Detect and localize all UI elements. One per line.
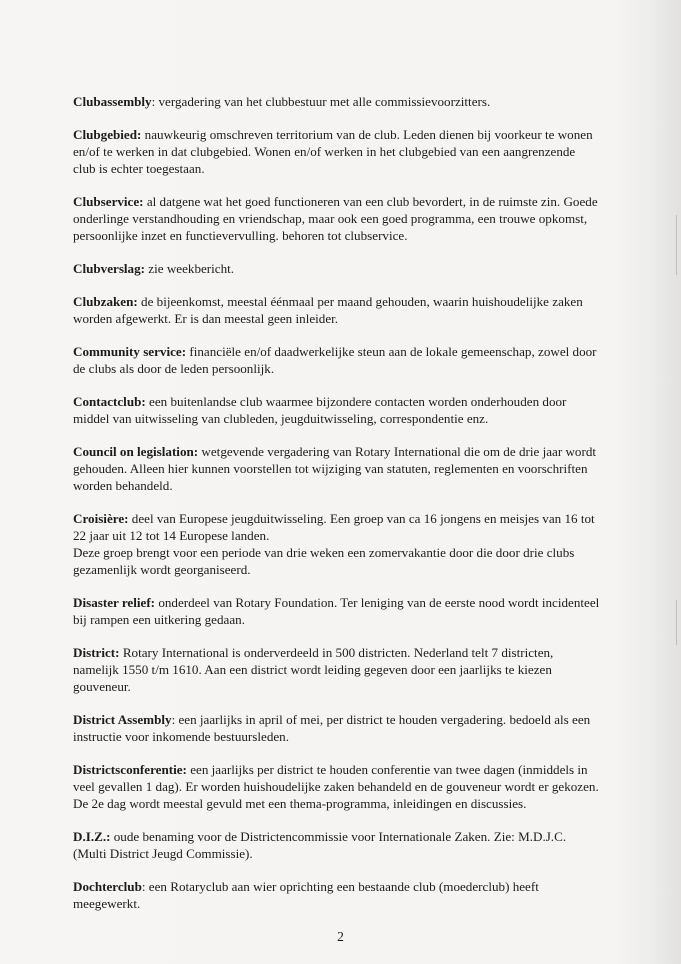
glossary-entry — [73, 828, 601, 862]
glossary-entry — [73, 343, 601, 377]
entry-term: Clubgebied: — [73, 127, 142, 142]
glossary-entry — [73, 293, 601, 327]
entry-term: Dochterclub — [73, 879, 142, 894]
entry-term: Clubverslag: — [73, 261, 146, 276]
glossary-entry — [73, 644, 601, 695]
entry-term: Council on legislation: — [73, 444, 199, 459]
glossary-entry — [73, 260, 601, 277]
entry-term: Croisière: — [73, 511, 129, 526]
entry-term: Clubservice: — [73, 194, 144, 209]
entry-term: Disaster relief: — [73, 595, 156, 610]
entry-definition: de bijeenkomst, meestal éénmaal per maand gehouden, waarin huishoudelijke zaken worden afgewerkt. Er is dan meestal geen inleider. — [73, 294, 583, 326]
entry-term: Community service: — [73, 344, 187, 359]
entry-definition: een buitenlandse club waarmee bijzondere contacten worden onderhouden door middel van uitwisseling van clubleden, jeugduitwisseling, correspondentie enz. — [73, 394, 567, 426]
entry-term: Clubassembly — [73, 94, 152, 109]
entry-term: District: — [73, 645, 120, 660]
entry-definition: nauwkeurig omschreven territorium van de club. Leden dienen bij voorkeur te wonen en/of te werken in dat clubgebied. Wonen en/of werken in het clubgebied van een aangrenzende club is echter toegestaan. — [73, 127, 593, 176]
entry-definition: : vergadering van het clubbestuur met alle commissievoorzitters. — [151, 94, 491, 109]
entry-term: District Assembly — [73, 712, 172, 727]
entry-definition: : een Rotaryclub aan wier oprichting een bestaande club (moederclub) heeft meegewerkt. — [73, 879, 539, 911]
glossary-entry — [73, 393, 601, 427]
glossary-entry — [73, 761, 601, 812]
entry-definition: onderdeel van Rotary Foundation. Ter leniging van de eerste nood wordt incidenteel bij rampen een uitkering gedaan. — [73, 595, 600, 627]
entry-definition: financiële en/of daadwerkelijke steun aan de lokale gemeenschap, zowel door de clubs als door de leden persoonlijk. — [73, 344, 597, 376]
glossary-entry — [73, 510, 601, 578]
glossary-entry — [73, 193, 601, 244]
entry-definition: : een jaarlijks in april of mei, per district te houden vergadering. bedoeld als een instructie voor inkomende bestuursleden. — [73, 712, 591, 744]
entry-definition: Rotary International is onderverdeeld in 500 districten. Nederland telt 7 districten, namelijk 1550 t/m 1610. Aan een district wordt leiding gegeven door een jaarlijks te kiezen gouveneur. — [73, 645, 554, 694]
scan-edge-mark — [676, 215, 677, 275]
glossary-entry — [73, 878, 601, 912]
page-number: 2 — [337, 929, 344, 944]
entry-definition: al datgene wat het goed functioneren van een club bevordert, in de ruimste zin. Goede onderlinge verstandhouding en vriendschap, maar ook een goed programma, een trouwe opkomst, persoonlijke inzet en functievervulling. behoren tot clubservice. — [73, 194, 598, 243]
entry-definition: oude benaming voor de Districtencommissie voor Internationale Zaken. Zie: M.D.J.C. (Multi District Jeugd Commissie). — [73, 829, 567, 861]
entry-definition: een jaarlijks per district te houden conferentie van twee dagen (inmiddels in veel gevallen 1 dag). Er worden huishoudelijke zaken behandeld en de gouveneur wordt er gekozen. De 2e dag wordt meestal gevuld met een thema-programma, inleidingen en discussies. — [73, 762, 599, 811]
entry-definition: deel van Europese jeugduitwisseling. Een groep van ca 16 jongens en meisjes van 16 tot 22 jaar uit 12 tot 14 Europese landen. — [73, 511, 595, 543]
entry-term: Contactclub: — [73, 394, 146, 409]
entry-definition: wetgevende vergadering van Rotary International die om de drie jaar wordt gehouden. Alleen hier kunnen voorstellen tot wijziging van statuten, reglementen en voorschriften worden behandeld. — [73, 444, 597, 493]
glossary-entry — [73, 711, 601, 745]
entry-term: Clubzaken: — [73, 294, 138, 309]
scan-edge-mark — [676, 600, 677, 645]
glossary-list — [73, 93, 601, 928]
glossary-entry — [73, 126, 601, 177]
glossary-entry — [73, 443, 601, 494]
entry-definition-continued: Deze groep brengt voor een periode van drie weken een zomervakantie door die door drie clubs gezamenlijk wordt georganiseerd. — [73, 545, 575, 577]
entry-term: D.I.Z.: — [73, 829, 111, 844]
entry-definition: zie weekbericht. — [145, 261, 235, 276]
glossary-entry — [73, 93, 601, 110]
entry-term: Districtsconferentie: — [73, 762, 187, 777]
glossary-entry — [73, 594, 601, 628]
